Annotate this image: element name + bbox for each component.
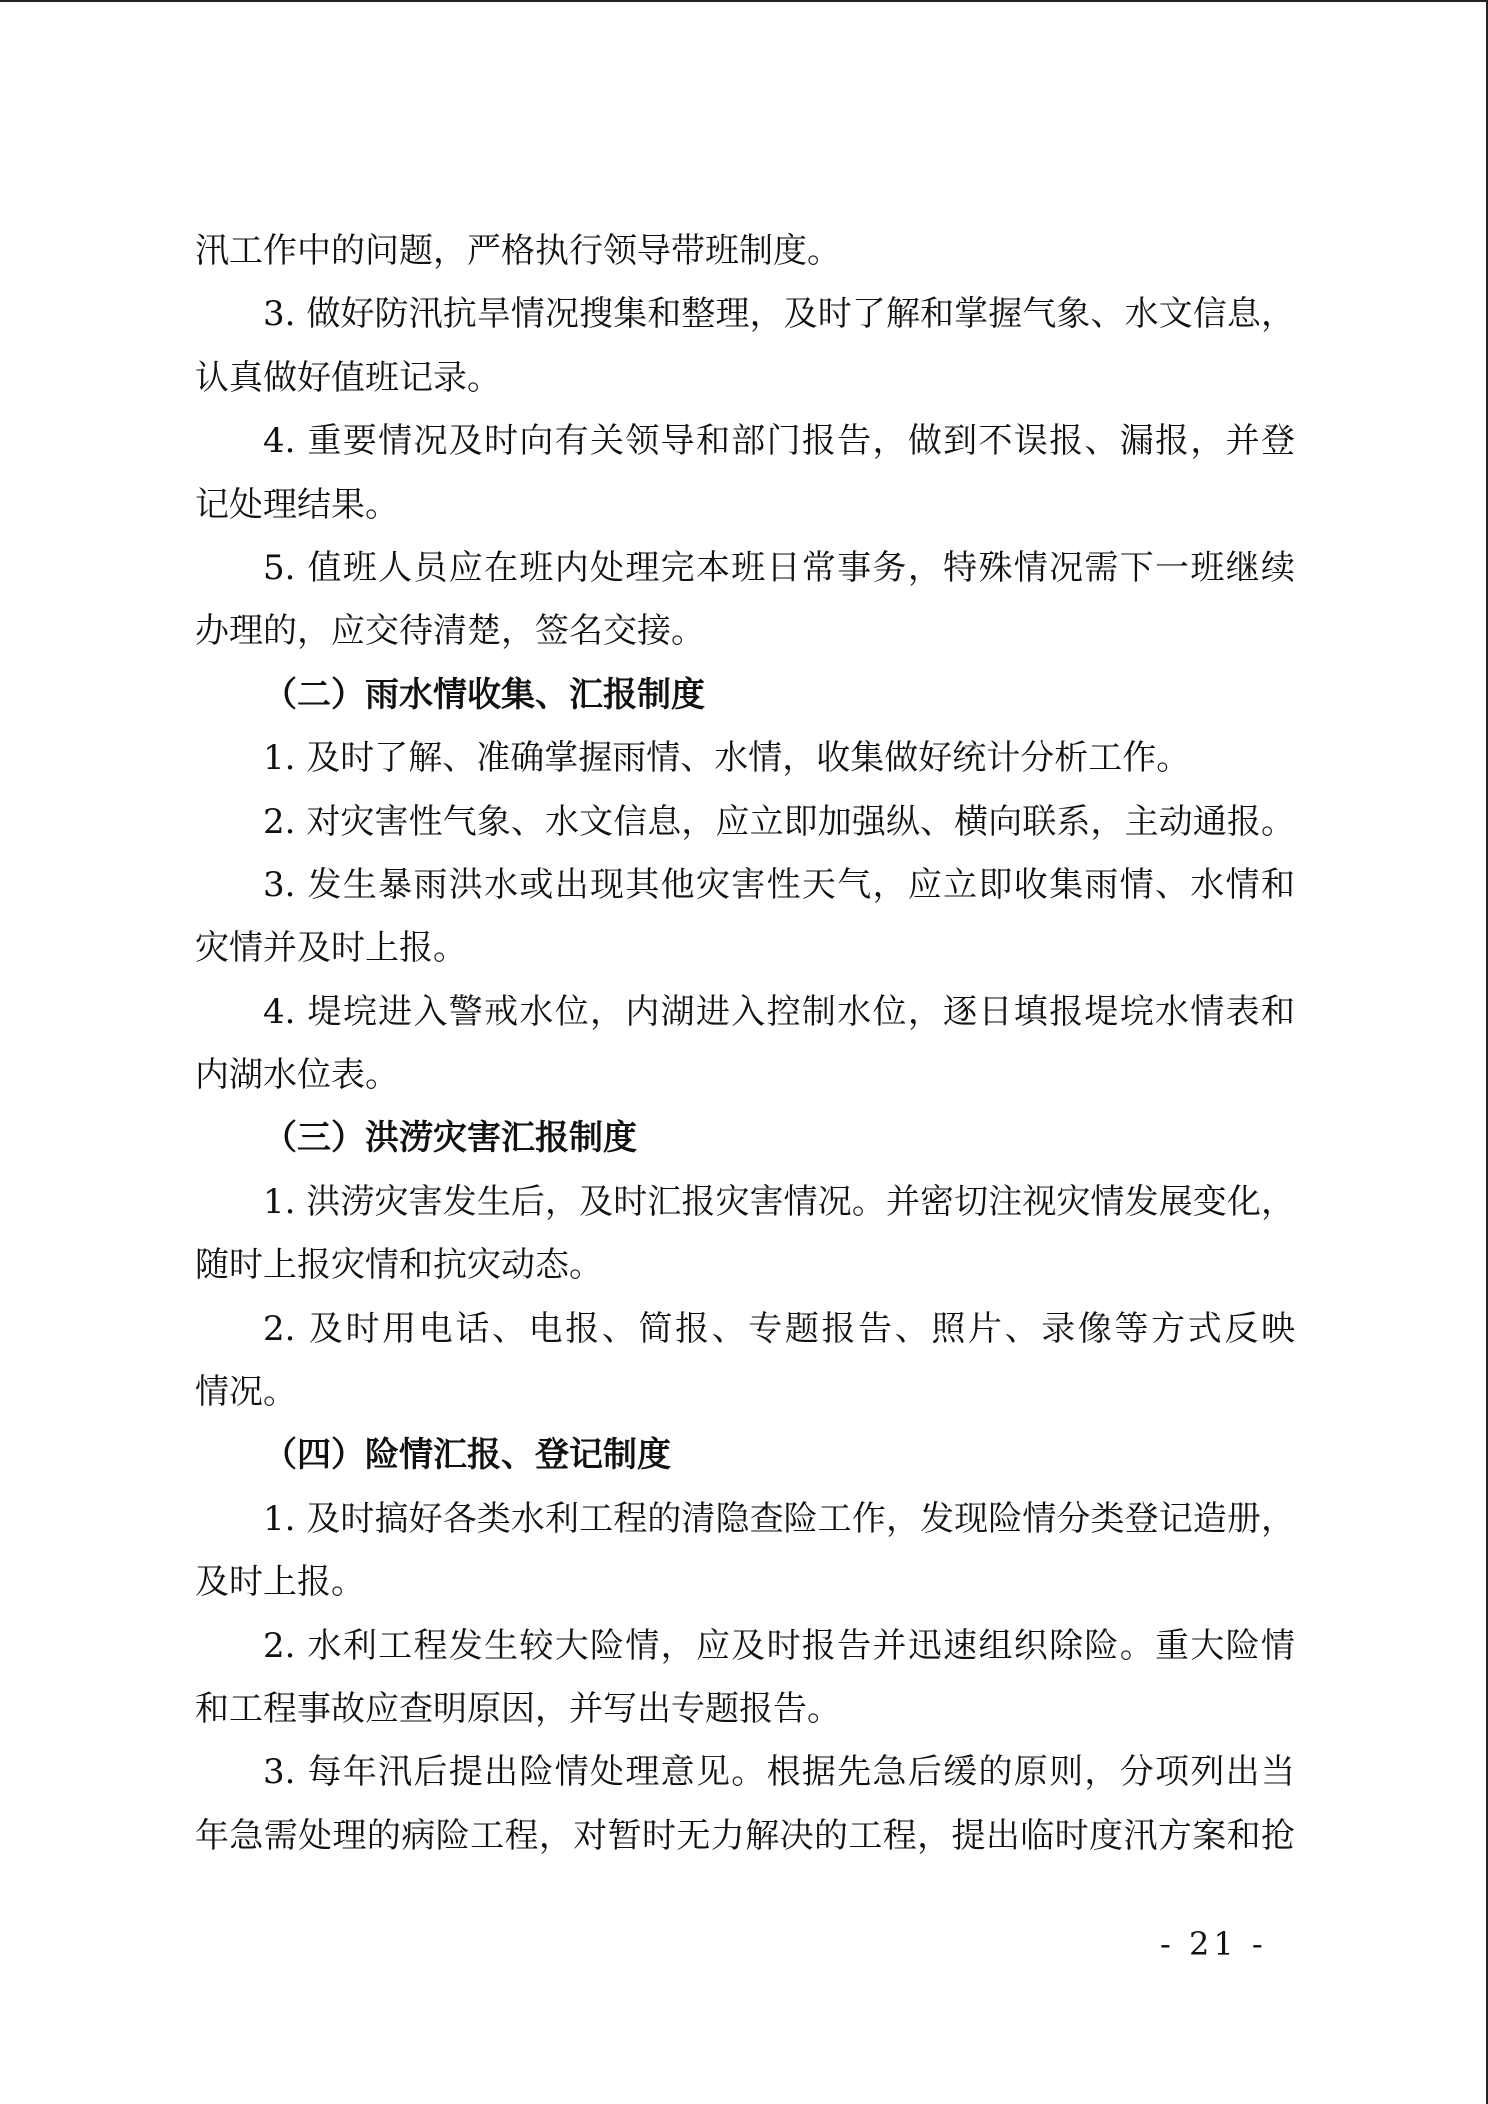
text-line: 和工程事故应查明原因，并写出专题报告。 <box>195 1688 841 1729</box>
text-line: 2. 及时用电话、电报、简报、专题报告、照片、录像等方式反映 <box>263 1308 1295 1349</box>
text-line: 2. 对灾害性气象、水文信息，应立即加强纵、横向联系，主动通报。 <box>263 801 1295 842</box>
text-line: 内湖水位表。 <box>195 1055 399 1096</box>
text-line: 灾情并及时上报。 <box>195 928 467 969</box>
text-line: 认真做好值班记录。 <box>195 357 501 398</box>
text-line: 1. 及时了解、准确掌握雨情、水情，收集做好统计分析工作。 <box>263 738 1191 779</box>
text-line: 情况。 <box>195 1372 297 1413</box>
text-line: 汛工作中的问题，严格执行领导带班制度。 <box>195 231 841 271</box>
text-line: 随时上报灾情和抗灾动态。 <box>195 1245 603 1286</box>
text-line: 2. 水利工程发生较大险情，应及时报告并迅速组织除险。重大险情 <box>263 1625 1295 1666</box>
text-line: 3. 做好防汛抗旱情况搜集和整理，及时了解和掌握气象、水文信息， <box>263 294 1295 335</box>
text-line: 及时上报。 <box>195 1562 365 1603</box>
document-body <box>195 220 1295 1868</box>
text-line: 年急需处理的病险工程，对暂时无力解决的工程，提出临时度汛方案和抢 <box>195 1815 1295 1856</box>
page-border-top <box>0 0 1488 2</box>
text-line: 4. 堤垸进入警戒水位，内湖进入控制水位，逐日填报堤垸水情表和 <box>263 991 1295 1032</box>
text-line: 5. 值班人员应在班内处理完本班日常事务，特殊情况需下一班继续 <box>263 547 1295 588</box>
text-line: 1. 洪涝灾害发生后，及时汇报灾害情况。并密切注视灾情发展变化， <box>263 1181 1295 1222</box>
text-line: 办理的，应交待清楚，签名交接。 <box>195 611 705 652</box>
section-heading: （四）险情汇报、登记制度 <box>263 1435 671 1476</box>
section-heading: （二）雨水情收集、汇报制度 <box>263 674 705 715</box>
page-number: - 21 - <box>1160 1925 1267 1963</box>
text-line: 3. 每年汛后提出险情处理意见。根据先急后缓的原则，分项列出当 <box>263 1752 1295 1793</box>
text-line: 4. 重要情况及时向有关领导和部门报告，做到不误报、漏报，并登 <box>263 421 1295 462</box>
section-heading: （三）洪涝灾害汇报制度 <box>263 1118 637 1159</box>
text-line: 3. 发生暴雨洪水或出现其他灾害性天气，应立即收集雨情、水情和 <box>263 864 1295 905</box>
text-line: 记处理结果。 <box>195 484 399 525</box>
text-line: 1. 及时搞好各类水利工程的清隐查险工作，发现险情分类登记造册， <box>263 1498 1295 1539</box>
